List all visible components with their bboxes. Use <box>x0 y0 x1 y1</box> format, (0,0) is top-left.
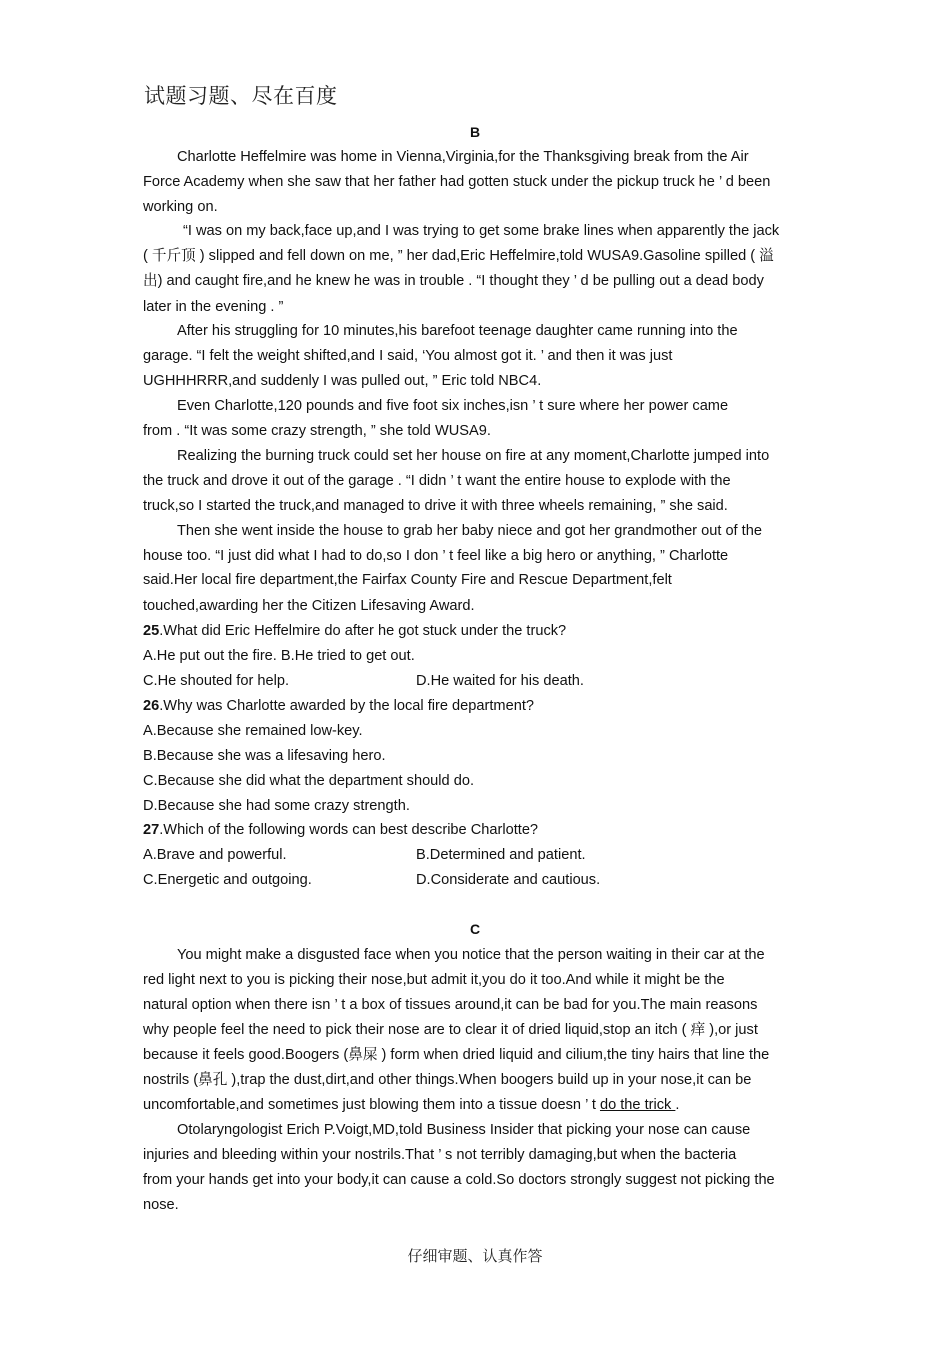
section-b-title: B <box>469 124 481 140</box>
passage-c-line: red light next to you is picking their nose,but admit it,you do it too.And while it might be the <box>143 972 725 988</box>
option-a: A.Because she remained low-key. <box>143 723 363 739</box>
question-25 <box>143 622 566 640</box>
passage-c-line: You might make a disgusted face when you notice that the person waiting in their car at the <box>177 947 765 963</box>
passage-b-line: Even Charlotte,120 pounds and five foot six inches,isn ’ t sure where her power came <box>177 398 729 414</box>
passage-c-line: injuries and bleeding within your nostrils.That ’ s not terribly damaging,but when the bacteria <box>143 1147 737 1163</box>
passage-b-line: Force Academy when she saw that her father had gotten stuck under the pickup truck he ’ d been <box>143 174 771 190</box>
option-c: C.Energetic and outgoing. <box>143 872 312 888</box>
question-number: 25 <box>143 623 160 639</box>
passage-b-line: working on. <box>143 199 218 215</box>
passage-b-line: the truck and drove it out of the garage . “I didn ’ t want the entire house to explode with the <box>143 473 731 489</box>
option-b: B.Because she was a lifesaving hero. <box>143 748 386 764</box>
option-d: D.Because she had some crazy strength. <box>143 798 410 814</box>
section-c-title: C <box>469 921 481 937</box>
option-a: A.Brave and powerful. <box>143 847 287 863</box>
question-text: .Why was Charlotte awarded by the local fire department? <box>159 698 534 714</box>
passage-c-line: Otolaryngologist Erich P.Voigt,MD,told Business Insider that picking your nose can cause <box>177 1122 751 1138</box>
option-b: B.Determined and patient. <box>416 847 586 863</box>
passage-c-line: from your hands get into your body,it can cause a cold.So doctors strongly suggest not picking the <box>143 1172 775 1188</box>
passage-b-line: from . “It was some crazy strength, ” she told WUSA9. <box>143 423 491 439</box>
passage-b-line: UGHHHRRR,and suddenly I was pulled out, ” Eric told NBC4. <box>143 373 542 389</box>
option-d: D.He waited for his death. <box>416 673 584 689</box>
underlined-phrase: do the trick <box>599 1097 676 1113</box>
question-number: 27 <box>143 822 160 838</box>
option-d: D.Considerate and cautious. <box>416 872 601 888</box>
option-c: C.He shouted for help. <box>143 673 290 689</box>
passage-b-line: touched,awarding her the Citizen Lifesaving Award. <box>143 598 475 614</box>
options-a-b: A.He put out the fire. B.He tried to get out. <box>143 648 415 664</box>
passage-b-line: later in the evening . ” <box>143 299 284 315</box>
passage-b-line: Charlotte Heffelmire was home in Vienna,Virginia,for the Thanksgiving break from the Air <box>177 149 749 165</box>
passage-c-line: nose. <box>143 1197 179 1213</box>
passage-c-line: because it feels good.Boogers (鼻屎 ) form when dried liquid and cilium,the tiny hairs that line the <box>143 1047 770 1063</box>
passage-b-line: garage. “I felt the weight shifted,and I said, ‘You almost got it. ’ and then it was just <box>143 348 673 364</box>
option-c: C.Because she did what the department should do. <box>143 773 475 789</box>
passage-b-line: “I was on my back,face up,and I was trying to get some brake lines when apparently the jack <box>183 223 780 239</box>
passage-b-line: 出) and caught fire,and he knew he was in trouble . “I thought they ’ d be pulling out a dead body <box>143 273 764 289</box>
question-text: .Which of the following words can best describe Charlotte? <box>159 822 539 838</box>
question-26 <box>143 697 534 715</box>
passage-b-line: house too. “I just did what I had to do,so I don ’ t feel like a big hero or anything, ” Charlotte <box>143 548 729 564</box>
passage-b-line: said.Her local fire department,the Fairfax County Fire and Rescue Department,felt <box>143 572 672 588</box>
line-text: uncomfortable,and sometimes just blowing them into a tissue doesn ’ t <box>143 1097 600 1113</box>
page-footer: 仔细审题、认真作答 <box>407 1247 543 1265</box>
passage-c-line <box>143 1096 679 1114</box>
passage-b-line: After his struggling for 10 minutes,his barefoot teenage daughter came running into the <box>177 323 738 339</box>
passage-c-line: nostrils (鼻孔 ),trap the dust,dirt,and other things.When boogers build up in your nose,it can be <box>143 1072 752 1088</box>
passage-b-line: Realizing the burning truck could set her house on fire at any moment,Charlotte jumped into <box>177 448 770 464</box>
passage-b-line: ( 千斤顶 ) slipped and fell down on me, ” her dad,Eric Heffelmire,told WUSA9.Gasoline spilled ( 溢 <box>143 248 774 264</box>
question-number: 26 <box>143 698 160 714</box>
page-header: 试题习题、尽在百度 <box>144 84 338 108</box>
passage-c-line: natural option when there isn ’ t a box of tissues around,it can be bad for you.The main reasons <box>143 997 758 1013</box>
passage-b-line: Then she went inside the house to grab her baby niece and got her grandmother out of the <box>177 523 762 539</box>
line-text: . <box>675 1097 680 1113</box>
passage-b-line: truck,so I started the truck,and managed to drive it with three wheels remaining, ” she said. <box>143 498 728 514</box>
passage-c-line: why people feel the need to pick their nose are to clear it of dried liquid,stop an itch ( 痒 ),or just <box>143 1022 758 1038</box>
question-text: .What did Eric Heffelmire do after he got stuck under the truck? <box>159 623 567 639</box>
question-27 <box>143 821 538 839</box>
